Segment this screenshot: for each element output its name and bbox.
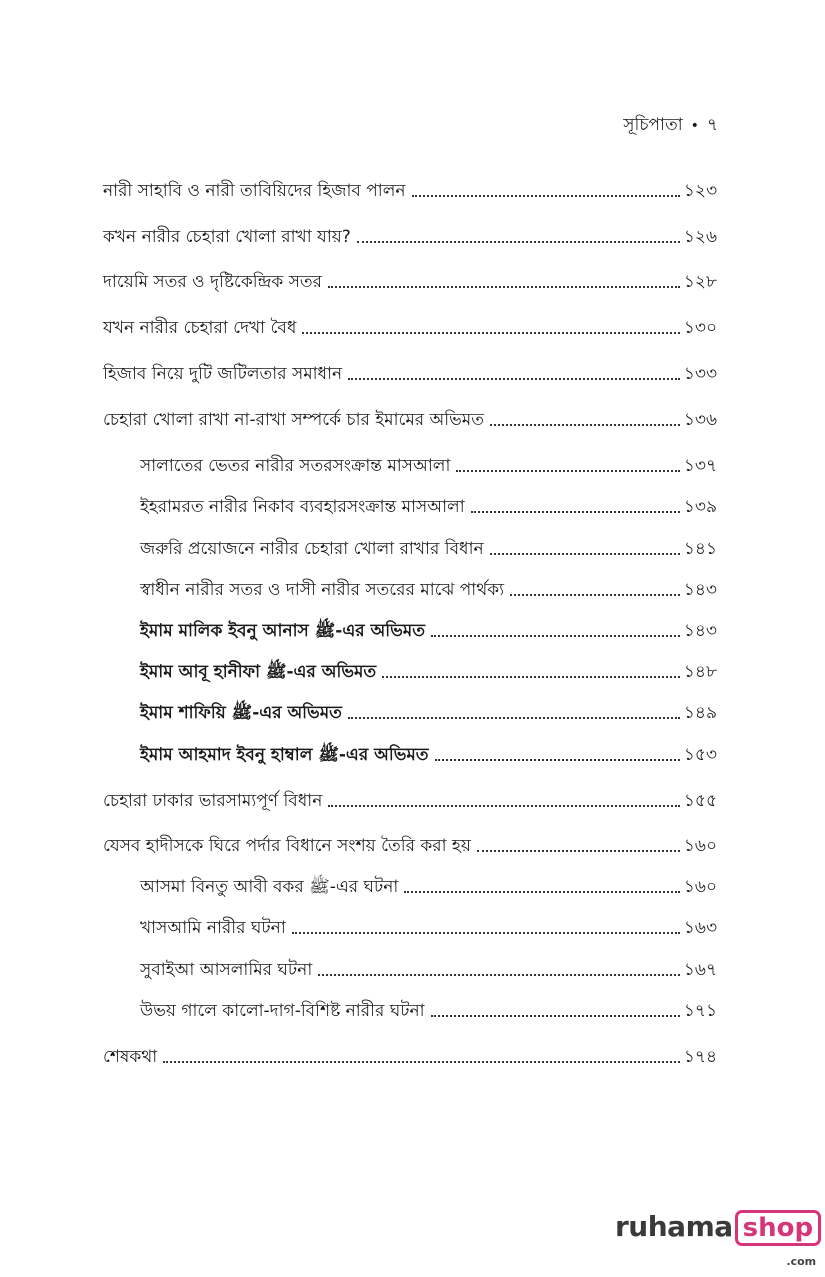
toc-entry-page: ১৫৩ xyxy=(683,745,717,765)
toc-entry-title: সুবাইআ আসলামির ঘটনা xyxy=(140,960,313,980)
toc-entry-page: ১৩০ xyxy=(683,318,717,338)
toc-entry xyxy=(140,694,717,724)
toc-entry-page: ১৬৭ xyxy=(683,960,717,980)
dot-leader xyxy=(490,553,680,555)
toc-entry-title: উভয় গালে কালো-দাগ-বিশিষ্ট নারীর ঘটনা xyxy=(140,1001,425,1021)
dot-leader xyxy=(292,932,680,934)
toc-entry-title: ইমাম মালিক ইবনু আনাস ﷺ-এর অভিমত xyxy=(140,621,425,641)
toc-entry xyxy=(103,172,717,202)
toc-entry-page: ১৪৩ xyxy=(683,580,717,600)
logo-box xyxy=(735,1210,821,1268)
toc-entry xyxy=(103,309,717,339)
toc-entry xyxy=(103,782,717,812)
dot-leader xyxy=(328,805,680,807)
ruhama-shop-logo xyxy=(615,1210,821,1268)
toc-entry-page: ১৪১ xyxy=(683,539,717,559)
toc-entry xyxy=(140,992,717,1022)
dot-leader xyxy=(328,286,680,288)
toc-entry-title: নারী সাহাবি ও নারী তাবিয়িদের হিজাব পালন xyxy=(103,181,406,201)
logo-box-text: shop xyxy=(742,1213,814,1243)
header-separator: • xyxy=(690,118,699,134)
dot-leader xyxy=(471,511,680,513)
toc-entry-title: ইমাম আহমাদ ইবনু হাম্বাল ﷺ-এর অভিমত xyxy=(140,745,429,765)
toc-entry-page: ১৩৩ xyxy=(683,364,717,384)
dot-leader xyxy=(348,717,680,719)
dot-leader xyxy=(412,195,680,197)
dot-leader xyxy=(431,1015,680,1017)
toc-entry-page: ১৩৯ xyxy=(683,497,717,517)
toc-entry-page: ১৩৭ xyxy=(683,456,717,476)
dot-leader xyxy=(404,891,680,893)
toc-entry-page: ১৪৮ xyxy=(683,662,717,682)
toc-entry xyxy=(140,736,717,766)
toc-entry-title: ইমাম আবূ হানীফা ﷺ-এর অভিমত xyxy=(140,662,377,682)
dot-leader xyxy=(382,676,680,678)
toc-entry-page: ১৬০ xyxy=(683,877,717,897)
logo-word: ruhama xyxy=(615,1210,733,1243)
dot-leader xyxy=(318,974,680,976)
logo-suffix: .com xyxy=(786,1255,817,1268)
toc-entry xyxy=(140,653,717,683)
toc-entry-page: ১৭৪ xyxy=(683,1047,717,1067)
toc-entry xyxy=(140,868,717,898)
dot-leader xyxy=(435,759,680,761)
toc-entry-title: যখন নারীর চেহারা দেখা বৈধ xyxy=(103,318,297,338)
toc-entry-title: স্বাধীন নারীর সতর ও দাসী নারীর সতরের মাঝে পার্থক্য xyxy=(140,580,505,600)
dot-leader xyxy=(348,378,680,380)
toc-entry xyxy=(103,1038,717,1068)
toc-entry-title: খাসআমি নারীর ঘটনা xyxy=(140,918,286,938)
toc-entry xyxy=(140,571,717,601)
toc-entry-title: হিজাব নিয়ে দুটি জটিলতার সমাধান xyxy=(103,364,343,384)
toc-entry-title: চেহারা ঢাকার ভারসাম্যপূর্ণ বিধান xyxy=(103,791,323,811)
toc-entry xyxy=(103,355,717,385)
toc-entry xyxy=(140,951,717,981)
toc-entry-page: ১৪৯ xyxy=(683,703,717,723)
toc-entry-title: দায়েমি সতর ও দৃষ্টিকেন্দ্রিক সতর xyxy=(103,272,323,292)
dot-leader xyxy=(163,1061,680,1063)
toc-entry-title: সালাতের ভেতর নারীর সতরসংক্রান্ত মাসআলা xyxy=(140,456,451,476)
toc-entry-title: শেষকথা xyxy=(103,1047,158,1067)
toc-entry-page: ১৩৬ xyxy=(683,410,717,430)
toc-entry-title: ইহরামরত নারীর নিকাব ব্যবহারসংক্রান্ত মাসআলা xyxy=(140,497,465,517)
toc-entry xyxy=(140,612,717,642)
toc-entry-title: ইমাম শাফিয়ি ﷺ-এর অভিমত xyxy=(140,703,342,723)
toc-entry-page: ১৬০ xyxy=(683,836,717,856)
toc-entry xyxy=(140,909,717,939)
dot-leader xyxy=(357,241,680,243)
dot-leader xyxy=(510,594,680,596)
dot-leader xyxy=(456,470,679,472)
toc-entry-page: ১৬৩ xyxy=(683,918,717,938)
toc-entry xyxy=(140,530,717,560)
toc-entry xyxy=(103,263,717,293)
toc-entry xyxy=(103,401,717,431)
header-title: সূচিপাতা xyxy=(623,115,683,135)
toc-entry-title: আসমা বিনতু আবী বকর ﷺ-এর ঘটনা xyxy=(140,877,399,897)
toc-entry xyxy=(103,218,717,248)
toc-entry-page: ১৪৩ xyxy=(683,621,717,641)
toc-entry xyxy=(103,827,717,857)
toc-entry-page: ১২৩ xyxy=(683,181,717,201)
toc-entry-page: ১২৮ xyxy=(683,272,717,292)
toc-entry-title: জরুরি প্রয়োজনে নারীর চেহারা খোলা রাখার বিধান xyxy=(140,539,484,559)
toc-entry-title: কখন নারীর চেহারা খোলা রাখা যায়? xyxy=(103,227,351,247)
toc-entry-page: ১৭১ xyxy=(683,1001,717,1021)
toc-entry-page: ১২৬ xyxy=(683,227,717,247)
dot-leader xyxy=(490,424,680,426)
toc-entry-page: ১৫৫ xyxy=(683,791,717,811)
dot-leader xyxy=(477,850,680,852)
dot-leader xyxy=(302,332,679,334)
dot-leader xyxy=(431,635,680,637)
toc-entry xyxy=(140,447,717,477)
toc-entry xyxy=(140,488,717,518)
toc-entry-title: যেসব হাদীসকে ঘিরে পর্দার বিধানে সংশয় তৈরি করা হয় xyxy=(103,836,471,856)
toc-entry-title: চেহারা খোলা রাখা না-রাখা সম্পর্কে চার ইমামের অভিমত xyxy=(103,410,484,430)
header-page-number: ৭ xyxy=(706,115,718,135)
